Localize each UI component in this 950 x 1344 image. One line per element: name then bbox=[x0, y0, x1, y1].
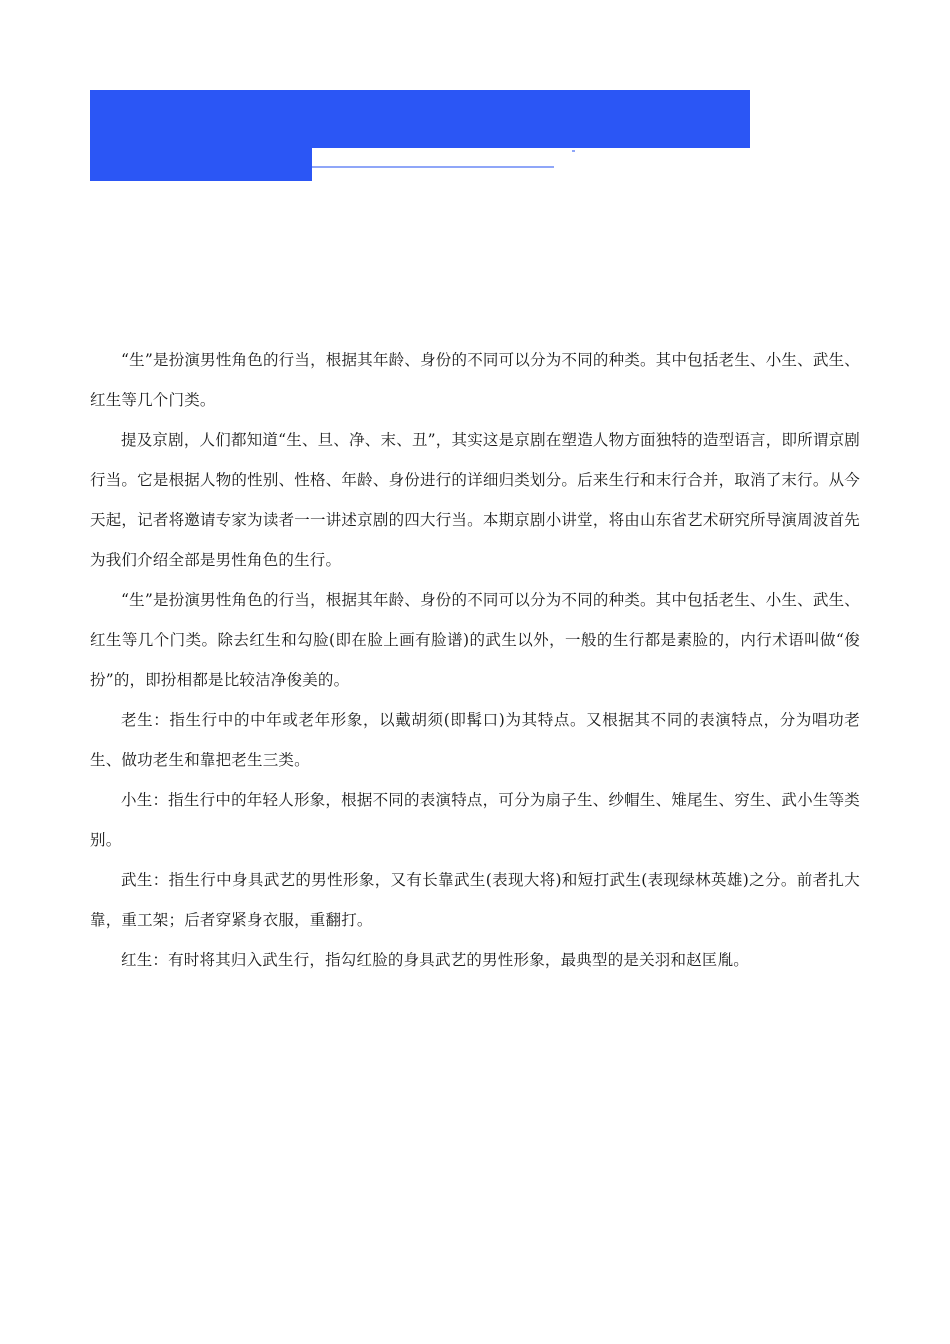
paragraph-sheng-overview: “生”是扮演男性角色的行当，根据其年龄、身份的不同可以分为不同的种类。其中包括老生、小生、武生、红生等几个门类。除去红生和勾脸(即在脸上画有脸谱)的武生以外，一般的生行都是素脸的，内行术语叫做“俊扮”的，即扮相都是比较洁净俊美的。 bbox=[90, 591, 860, 689]
header-banner bbox=[90, 90, 750, 148]
header-banner-underline bbox=[312, 166, 554, 168]
paragraph-xiaosheng: 小生：指生行中的年轻人形象，根据不同的表演特点，可分为扇子生、纱帽生、雉尾生、穷生、武小生等类别。 bbox=[90, 791, 860, 849]
header-banner-mark bbox=[572, 150, 575, 152]
paragraph-background: 提及京剧，人们都知道“生、旦、净、末、丑”，其实这是京剧在塑造人物方面独特的造型语言，即所谓京剧行当。它是根据人物的性别、性格、年龄、身份进行的详细归类划分。后来生行和末行合并，取消了末行。从今天起，记者将邀请专家为读者一一讲述京剧的四大行当。本期京剧小讲堂，将由山东省艺术研究所导演周波首先为我们介绍全部是男性角色的生行。 bbox=[90, 431, 860, 569]
paragraph-hongsheng: 红生：有时将其归入武生行，指勾红脸的身具武艺的男性形象，最典型的是关羽和赵匡胤。 bbox=[121, 951, 750, 969]
paragraph-intro: “生”是扮演男性角色的行当，根据其年龄、身份的不同可以分为不同的种类。其中包括老生、小生、武生、红生等几个门类。 bbox=[90, 351, 860, 409]
paragraph-wusheng: 武生：指生行中身具武艺的男性形象，又有长靠武生(表现大将)和短打武生(表现绿林英雄)之分。前者扎大靠，重工架；后者穿紧身衣服，重翻打。 bbox=[90, 871, 860, 929]
article-body bbox=[90, 340, 860, 980]
paragraph-laosheng: 老生：指生行中的中年或老年形象，以戴胡须(即髯口)为其特点。又根据其不同的表演特点，分为唱功老生、做功老生和靠把老生三类。 bbox=[90, 711, 860, 769]
header-banner-tab bbox=[90, 147, 312, 181]
